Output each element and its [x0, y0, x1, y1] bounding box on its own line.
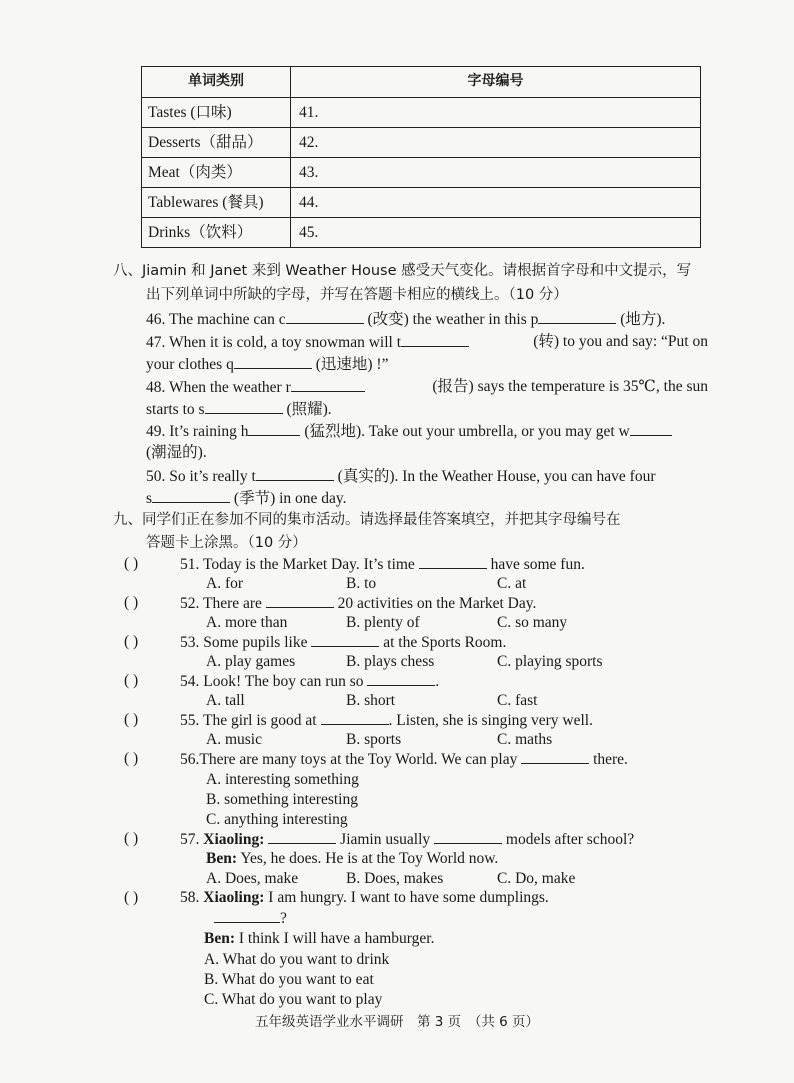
section9-title-line1: 九、同学们正在参加不同的集市活动。请选择最佳答案填空，并把其字母编号在 [113, 512, 621, 528]
option-c[interactable]: C. at [497, 575, 527, 592]
answer-paren[interactable]: ( ) [124, 555, 139, 572]
answer-blank[interactable] [266, 593, 334, 608]
table-cell-number: 44. [291, 188, 701, 218]
option-b[interactable]: B. plays chess [346, 653, 435, 670]
section8-title-line2: 出下列单词中所缺的字母，并写在答题卡相应的横线上。（10 分） [146, 287, 568, 303]
section8-title-line1: 八、Jiamin 和 Janet 来到 Weather House 感受天气变化。请根据首字母和中文提示，写 [113, 263, 692, 279]
word-category-table [141, 66, 701, 248]
table-row [142, 188, 701, 218]
answer-blank[interactable] [268, 829, 336, 844]
answer-blank[interactable] [434, 829, 502, 844]
answer-blank[interactable] [234, 354, 312, 369]
option-b[interactable]: B. plenty of [346, 614, 420, 631]
option-c[interactable]: C. What do you want to play [204, 991, 383, 1008]
option-b[interactable]: B. something interesting [206, 791, 358, 808]
answer-blank[interactable] [214, 908, 280, 923]
answer-blank[interactable] [367, 671, 435, 686]
option-b[interactable]: B. sports [346, 731, 402, 748]
option-a[interactable]: A. play games [206, 653, 296, 670]
answer-blank[interactable] [152, 488, 230, 503]
option-b[interactable]: B. to [346, 575, 377, 592]
table-cell-category: Meat（肉类） [142, 158, 291, 188]
answer-blank[interactable] [521, 749, 589, 764]
question-47-line2: your clothes q (迅速地) !” [146, 356, 389, 373]
answer-paren[interactable]: ( ) [124, 750, 139, 767]
option-a[interactable]: A. more than [206, 614, 288, 631]
option-b[interactable]: B. short [346, 692, 396, 709]
table-cell-category: Desserts（甜品） [142, 128, 291, 158]
option-a[interactable]: A. music [206, 731, 262, 748]
question-48-line1: 48. When the weather r (报告) says the temperature is 35℃, the sun [146, 378, 708, 396]
table-cell-number: 45. [291, 218, 701, 248]
answer-blank[interactable] [205, 399, 283, 414]
answer-blank[interactable] [630, 421, 672, 436]
section9-title-line2: 答题卡上涂黑。（10 分） [146, 535, 307, 551]
option-b[interactable]: B. What do you want to eat [204, 971, 374, 988]
answer-blank[interactable] [401, 332, 469, 347]
question-49-line2: (潮湿的). [146, 444, 207, 461]
answer-paren[interactable]: ( ) [124, 711, 139, 728]
answer-blank[interactable] [538, 309, 616, 324]
table-cell-number: 43. [291, 158, 701, 188]
table-row [142, 98, 701, 128]
answer-blank[interactable] [311, 632, 379, 647]
option-a[interactable]: A. Does, make [206, 870, 299, 887]
answer-blank[interactable] [286, 309, 364, 324]
table-row [142, 218, 701, 248]
table-header-category: 单词类别 [142, 67, 291, 98]
option-a[interactable]: A. What do you want to drink [204, 951, 390, 968]
option-a[interactable]: A. tall [206, 692, 245, 709]
exam-page: 单词类别 字母编号 Tastes (口味) 41. Desserts（甜品） 42. Meat（肉类） 43. Tablewares (餐具) 44. Drinks（饮料） 45. 八、Jiamin 和 Janet 来到 Weather House 感受天气变化。请根据首字母和中文提示，写 出下列单词中所缺的字母，并写在答题卡相应的横线上。（10 分） 46. The machine can c (改变) the weather in this p (地方). 47. When it is cold, a toy snowman will t (转) to you and say: “Put on your clothes q (迅速地) !” 48. When the weather r (报告) says the temperature is 35℃, the sun starts to s (照耀). 49. It’s raining h (猛烈地). Take out your umbrella, or you may get w (潮湿的). 50. So it’s really t (真实的). In the Weather House, you can have four s (季节) in one day. 九、同学们正在参加不同的集市活动。请选择最佳答案填空，并把其字母编号在 答题卡上涂黑。（10 分） ( ) 51. Today is the Market Day. It’s time have some fun. A. for B. to C. at ( ) 52. There are 20 activities on the Market Day. A. more than B. plenty of C. so many ( ) 53. Some pupils like at the Sports Room. A. play games B. plays chess C. playing sports ( ) 54. Look! The boy can run so . A. tall B. short C. fast ( ) 55. The girl is good at . Listen, she is singing very well. A. music B. sports C. maths ( ) 56.There are many toys at the Toy World. We can play there. A. interesting something B. something interesting C. anything interesting ( ) 57. Xiaoling: Jiamin usually models after school? Ben: Yes, he does. He is at the Toy World now. A. Does, make B. Does, makes C. Do, make ( ) 58. Xiaoling: I am hungry. I want to have some dumplings. ? Ben: I think I will have a hamburger. A. What do you want to drink B. What do you want to eat C. What do you want to play 五年级英语学业水平调研 第 3 页 （共 6 页） [0, 0, 794, 1083]
question-50-line2: s (季节) in one day. [146, 490, 347, 507]
table-cell-number: 41. [291, 98, 701, 128]
answer-paren[interactable]: ( ) [124, 830, 139, 847]
table-cell-category: Tastes (口味) [142, 98, 291, 128]
answer-blank[interactable] [321, 710, 389, 725]
question-48-line2: starts to s (照耀). [146, 401, 332, 418]
question-58-reply: Ben: I think I will have a hamburger. [204, 930, 435, 947]
page-footer: 五年级英语学业水平调研 第 3 页 （共 6 页） [254, 1014, 540, 1030]
answer-blank[interactable] [419, 554, 487, 569]
question-47-line1: 47. When it is cold, a toy snowman will t (转) to you and say: “Put on [146, 333, 708, 351]
option-a[interactable]: A. interesting something [206, 771, 359, 788]
option-b[interactable]: B. Does, makes [346, 870, 444, 887]
table-cell-number: 42. [291, 128, 701, 158]
question-50-line1: 50. So it’s really t (真实的). In the Weather House, you can have four [146, 468, 656, 485]
answer-paren[interactable]: ( ) [124, 594, 139, 611]
option-c[interactable]: C. so many [497, 614, 568, 631]
option-c[interactable]: C. playing sports [497, 653, 603, 670]
answer-paren[interactable]: ( ) [124, 633, 139, 650]
answer-blank[interactable] [291, 377, 365, 392]
option-a[interactable]: A. for [206, 575, 244, 592]
table-cell-category: Drinks（饮料） [142, 218, 291, 248]
table-row [142, 128, 701, 158]
option-c[interactable]: C. fast [497, 692, 538, 709]
table-header-row [142, 67, 701, 98]
option-c[interactable]: C. Do, make [497, 870, 576, 887]
table-row [142, 158, 701, 188]
answer-paren[interactable]: ( ) [124, 889, 139, 906]
table-cell-category: Tablewares (餐具) [142, 188, 291, 218]
question-58-blank-line: ? [214, 908, 287, 928]
question-46: 46. The machine can c (改变) the weather in this p (地方). [146, 311, 666, 328]
question-57-reply: Ben: Yes, he does. He is at the Toy World now. [206, 850, 499, 867]
question-49-line1: 49. It’s raining h (猛烈地). Take out your umbrella, or you may get w [146, 421, 672, 441]
table-header-number: 字母编号 [291, 67, 701, 98]
option-c[interactable]: C. anything interesting [206, 811, 348, 828]
answer-paren[interactable]: ( ) [124, 672, 139, 689]
option-c[interactable]: C. maths [497, 731, 553, 748]
answer-blank[interactable] [256, 466, 334, 481]
answer-blank[interactable] [248, 421, 300, 436]
